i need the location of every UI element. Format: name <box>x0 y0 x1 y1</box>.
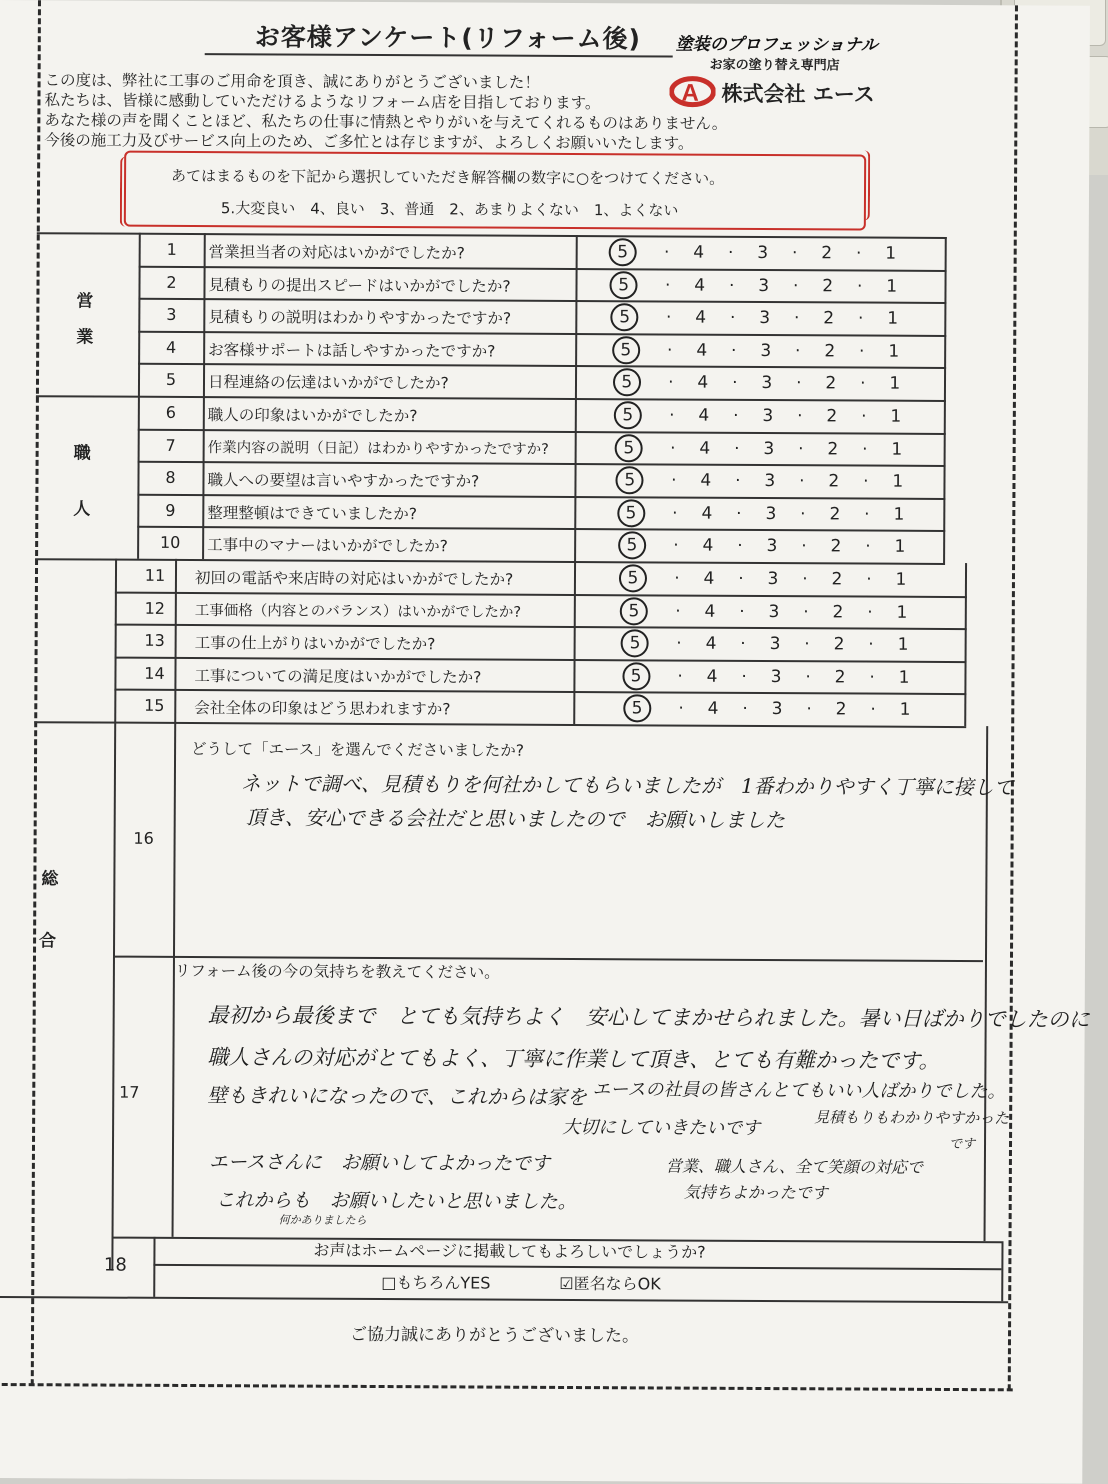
question-text: 作業内容の説明（日記）はわかりやすかったですか? <box>207 439 549 458</box>
rating-value[interactable]: 1 <box>891 439 903 460</box>
table-column-line <box>943 237 947 563</box>
rating-separator: · <box>669 405 675 426</box>
rating-value[interactable]: 4 <box>699 438 711 459</box>
q17-answer-line: です <box>948 1136 976 1153</box>
rating-separator: · <box>675 601 681 622</box>
category-total-1: 総 <box>41 869 59 890</box>
rating-separator: · <box>729 308 736 329</box>
rating-value[interactable]: 2 <box>823 308 835 329</box>
rating-separator: · <box>799 471 805 492</box>
rating-selected-circle[interactable]: 5 <box>619 564 647 592</box>
rating-separator: · <box>863 471 869 492</box>
rating-value[interactable]: 1 <box>889 374 901 395</box>
category-craft-1: 職 <box>73 443 91 464</box>
company-tagline: お家の塗り替え専門店 <box>709 57 840 74</box>
instruction-text: あてはまるものを下記から選択していただき解答欄の数字に○をつけてください。 <box>171 166 725 188</box>
rating-value[interactable]: 4 <box>693 242 705 263</box>
rating-selected-circle[interactable]: 5 <box>610 271 638 299</box>
rating-value[interactable]: 3 <box>768 601 780 622</box>
rating-value[interactable]: 1 <box>890 406 902 427</box>
question-text: 初回の電話や来店時の対応はいかがでしたか? <box>194 569 514 589</box>
rating-value[interactable]: 3 <box>760 340 772 361</box>
rating-value[interactable]: 3 <box>757 242 769 264</box>
question-number: 17 <box>119 1082 140 1102</box>
rating-separator: · <box>663 242 670 263</box>
rating-selected-circle[interactable]: 5 <box>612 336 640 364</box>
q17-answer-line: 最初から最後まで とても気持ちよく 安心してまかせられました。暑い日ばかりでしたのに <box>207 1003 1090 1032</box>
rating-separator: · <box>734 438 740 459</box>
q17-answer-line: エースさんに お願いしてよかったです <box>208 1151 551 1175</box>
rating-separator: · <box>738 568 744 589</box>
rating-separator: · <box>798 438 804 459</box>
rating-value[interactable]: 2 <box>834 667 846 688</box>
rating-value[interactable]: 3 <box>759 308 771 329</box>
rating-selected-circle[interactable]: 5 <box>616 466 644 494</box>
category-sales-1: 営 <box>76 291 94 312</box>
rating-value[interactable]: 4 <box>695 307 707 328</box>
q17-answer-line: 職人さんの対応がとてもよく、丁寧に作業して頂き、とても有難かったです。 <box>207 1045 940 1073</box>
table-column-line <box>172 559 178 1237</box>
q16-question: どうして「エース」を選んでくださいましたか? <box>191 740 525 760</box>
rating-separator: · <box>668 372 674 393</box>
intro-line: あなた様の声を聞くことほど、私たちの仕事に情熱とやりがいを与えてくれるものはありません。 <box>44 111 728 133</box>
rating-separator: · <box>667 340 673 361</box>
rating-selected-circle[interactable]: 5 <box>611 303 639 331</box>
question-text: 見積もりの説明はわかりやすかったですか? <box>208 308 512 328</box>
q17-question: リフォーム後の今の気持ちを教えてください。 <box>174 961 500 982</box>
rating-selected-circle[interactable]: 5 <box>618 532 646 560</box>
question-number: 1 <box>166 239 177 259</box>
q18-option-anonymous[interactable]: ☑匿名ならOK <box>559 1273 661 1294</box>
rating-separator: · <box>736 503 742 524</box>
rating-value[interactable]: 3 <box>765 503 777 524</box>
rating-value[interactable]: 3 <box>767 569 779 590</box>
rating-separator: · <box>804 634 810 655</box>
q17-answer-line: 壁もきれいになったので、これからは家を <box>207 1083 587 1110</box>
category-sales-2: 業 <box>76 327 94 348</box>
rating-selected-circle[interactable]: 5 <box>621 629 649 657</box>
rating-value[interactable]: 4 <box>701 503 713 524</box>
rating-value[interactable]: 3 <box>764 471 776 492</box>
question-number: 7 <box>165 435 176 455</box>
rating-separator: · <box>870 699 876 720</box>
rating-value[interactable]: 1 <box>894 537 906 558</box>
rating-selected-circle[interactable]: 5 <box>609 238 637 266</box>
question-number: 3 <box>166 305 177 325</box>
rating-selected-circle[interactable]: 5 <box>622 662 650 690</box>
rating-value[interactable]: 1 <box>897 634 909 655</box>
question-text: 日程連絡の伝達はいかがでしたか? <box>207 373 449 393</box>
rating-selected-circle[interactable]: 5 <box>615 434 643 462</box>
q17-answer-line: 見積もりもわかりやすかった <box>814 1108 1010 1128</box>
rating-separator: · <box>864 504 870 525</box>
question-number: 5 <box>165 370 177 390</box>
rating-value[interactable]: 1 <box>887 308 899 329</box>
q17-answer-line: 何かありましたら <box>278 1213 367 1227</box>
rating-separator: · <box>664 275 671 296</box>
question-text: 職人の印象はいかがでしたか? <box>207 406 418 426</box>
rating-separator: · <box>865 536 871 557</box>
rating-separator: · <box>867 602 873 623</box>
rating-value[interactable]: 4 <box>694 275 706 296</box>
rating-selected-circle[interactable]: 5 <box>614 401 642 429</box>
intro-line: 今後の施工力及びサービス向上のため、ご多忙とは存じますが、よろしくお願いいたします。 <box>44 131 694 153</box>
question-text: 工事についての満足度はいかがでしたか? <box>194 666 482 687</box>
question-text: お客様サポートは話しやすかったですか? <box>208 340 496 361</box>
rating-separator: · <box>674 568 680 589</box>
cut-line-left <box>31 0 41 1385</box>
question-number: 14 <box>144 663 165 683</box>
rating-separator: · <box>856 276 863 297</box>
rating-value[interactable]: 2 <box>825 373 837 394</box>
rating-separator: · <box>801 536 807 557</box>
rating-value[interactable]: 4 <box>703 568 715 589</box>
rating-value[interactable]: 3 <box>770 666 782 687</box>
rating-value[interactable]: 4 <box>707 699 719 720</box>
rating-selected-circle[interactable]: 5 <box>620 597 648 625</box>
q16-answer-line: ネットで調べ、見積もりを何社かしてもらいましたが 1番わかりやすく丁寧に接して <box>240 771 1014 800</box>
rating-options[interactable] <box>617 499 915 529</box>
rating-separator: · <box>739 601 745 622</box>
rating-value[interactable]: 4 <box>696 340 708 361</box>
rating-separator: · <box>860 373 866 394</box>
rating-value[interactable]: 2 <box>821 243 833 264</box>
rating-value[interactable]: 1 <box>899 700 911 721</box>
table-column-line <box>984 726 989 1241</box>
rating-separator: · <box>665 307 672 328</box>
rating-value[interactable]: 1 <box>892 471 904 492</box>
rating-value[interactable]: 1 <box>898 667 910 688</box>
rating-separator: · <box>857 308 864 329</box>
rating-value[interactable]: 4 <box>698 405 710 426</box>
rating-selected-circle[interactable]: 5 <box>613 369 641 397</box>
rating-options[interactable] <box>623 695 921 725</box>
question-text: 工事価格（内容とのバランス）はいかがでしたか? <box>194 602 522 621</box>
rating-legend: 5.大変良い 4、良い 3、普通 2、あまりよくない 1、よくない <box>220 199 679 220</box>
rating-separator: · <box>866 569 872 590</box>
rating-separator: · <box>805 667 811 688</box>
rating-value[interactable]: 2 <box>831 569 843 590</box>
rating-separator: · <box>678 698 684 719</box>
rating-separator: · <box>868 634 874 655</box>
rating-value[interactable]: 4 <box>700 470 712 491</box>
rating-value[interactable]: 3 <box>769 634 781 655</box>
table-column-line <box>153 1237 155 1297</box>
question-text: 見積もりの提出スピードはいかがでしたか? <box>208 275 511 296</box>
cut-line-right <box>1008 5 1018 1390</box>
table-row-line <box>153 1264 1001 1270</box>
rating-separator: · <box>733 405 739 426</box>
table-column-line <box>1001 1241 1003 1301</box>
rating-value[interactable]: 2 <box>830 536 842 557</box>
company-slogan: 塗装のプロフェッショナル <box>675 34 878 56</box>
rating-separator: · <box>859 341 865 362</box>
question-number: 6 <box>165 402 176 422</box>
question-text: 整理整頓はできていましたか? <box>207 503 418 523</box>
rating-value[interactable]: 1 <box>886 276 898 297</box>
question-number: 13 <box>144 630 165 651</box>
question-text: 会社全体の印象はどう思われますか? <box>194 699 451 719</box>
rating-value[interactable]: 3 <box>762 405 774 427</box>
rating-separator: · <box>802 569 808 590</box>
table-column-line <box>573 235 578 724</box>
question-number: 16 <box>133 828 154 848</box>
rating-separator: · <box>735 471 741 492</box>
question-number: 2 <box>166 272 177 292</box>
rating-separator: · <box>728 275 735 296</box>
q17-answer-line: これからも お願いしたいと思いました。 <box>215 1189 577 1214</box>
question-text: 営業担当者の対応はいかがでしたか? <box>208 243 465 263</box>
rating-value[interactable]: 4 <box>705 633 717 654</box>
survey-table <box>0 0 1090 6</box>
intro-line: この度は、弊社に工事のご用命を頂き、誠にありがとうございました！ <box>44 71 541 92</box>
rating-options[interactable] <box>610 271 908 301</box>
rating-value[interactable]: 2 <box>826 406 838 427</box>
q17-answer-line: 気持ちよかったです <box>683 1182 828 1203</box>
rating-separator: · <box>676 633 682 654</box>
rating-value[interactable]: 1 <box>895 569 907 590</box>
rating-value[interactable]: 1 <box>896 602 908 623</box>
rating-value[interactable]: 3 <box>766 536 778 557</box>
intro-line: 私たちは、皆様に感動していただけるようなリフォーム店を目指しております。 <box>44 91 601 113</box>
question-number: 11 <box>144 565 166 585</box>
rating-value[interactable]: 3 <box>763 438 775 459</box>
rating-options[interactable] <box>615 434 913 464</box>
rating-options[interactable] <box>619 564 917 594</box>
rating-value[interactable]: 2 <box>835 699 847 720</box>
rating-value[interactable]: 2 <box>829 504 841 525</box>
q17-answer-line: エースの社員の皆さんとてもいい人ばかりでした。 <box>592 1079 1006 1103</box>
q18-question: お声はホームページに掲載してもよろしいでしょうか? <box>313 1240 706 1262</box>
rating-value[interactable]: 2 <box>827 438 839 459</box>
rating-separator: · <box>855 243 862 264</box>
rating-separator: · <box>869 667 875 688</box>
rating-options[interactable] <box>614 401 912 431</box>
rating-separator: · <box>672 503 678 524</box>
category-total-2: 合 <box>39 931 57 952</box>
thanks-message: ご協力誠にありがとうございました。 <box>349 1324 640 1347</box>
rating-value[interactable]: 2 <box>832 601 844 623</box>
rating-separator: · <box>803 601 809 622</box>
question-text: 工事の仕上がりはいかがでしたか? <box>194 634 436 654</box>
rating-options[interactable] <box>618 532 916 562</box>
svg-text:A: A <box>681 79 699 107</box>
rating-value[interactable]: 3 <box>758 275 770 296</box>
rating-value[interactable]: 3 <box>771 699 783 720</box>
rating-value[interactable]: 2 <box>822 275 834 296</box>
rating-separator: · <box>673 535 679 556</box>
rating-options[interactable] <box>609 238 907 268</box>
table-row-line <box>37 232 947 239</box>
question-text: 工事中のマナーはいかがでしたか? <box>207 536 448 556</box>
rating-value[interactable]: 4 <box>704 601 716 622</box>
banner-scroll-right <box>858 150 870 220</box>
rating-separator: · <box>861 406 867 427</box>
q17-answer-line: 大切にしていきたいです <box>562 1116 761 1139</box>
rating-selected-circle[interactable]: 5 <box>617 499 645 527</box>
instruction-banner <box>124 151 866 231</box>
rating-options[interactable] <box>613 369 911 399</box>
rating-separator: · <box>737 536 743 557</box>
rating-separator: · <box>741 666 747 687</box>
rating-value[interactable]: 2 <box>833 634 845 655</box>
rating-separator: · <box>793 308 800 329</box>
q17-answer-line: 営業、職人さん、全て笑顔の対応で <box>665 1156 923 1177</box>
rating-separator: · <box>727 242 734 263</box>
rating-value[interactable]: 2 <box>824 341 836 362</box>
rating-separator: · <box>800 503 806 525</box>
rating-separator: · <box>742 699 748 720</box>
rating-options[interactable] <box>616 466 914 496</box>
rating-separator: · <box>740 634 746 655</box>
q18-option-yes[interactable]: □もちろんYES <box>381 1273 491 1293</box>
question-number: 10 <box>159 533 181 553</box>
intro-text <box>44 70 864 154</box>
rating-options[interactable] <box>621 629 919 659</box>
question-number: 18 <box>103 1254 127 1276</box>
rating-options[interactable] <box>622 662 920 692</box>
question-number: 12 <box>144 598 166 618</box>
rating-separator: · <box>796 373 802 394</box>
rating-value[interactable]: 4 <box>706 666 718 687</box>
table-column-line <box>964 563 967 726</box>
question-number: 15 <box>144 696 165 716</box>
banner-scroll-left <box>120 157 132 227</box>
rating-separator: · <box>732 373 738 394</box>
rating-value[interactable]: 3 <box>761 373 773 394</box>
question-number: 4 <box>166 337 177 357</box>
rating-value[interactable]: 1 <box>885 243 897 264</box>
table-row-line <box>0 1296 1008 1303</box>
category-craft-2: 人 <box>73 499 91 520</box>
question-text: 職人への要望は言いやすかったですか? <box>207 471 480 491</box>
q16-answer-line: 頂き、安心できる会社だと思いましたので お願いしました <box>245 805 785 833</box>
question-number: 9 <box>165 500 176 520</box>
rating-selected-circle[interactable]: 5 <box>623 695 651 723</box>
rating-separator: · <box>806 699 812 720</box>
rating-separator: · <box>795 340 801 361</box>
rating-value[interactable]: 1 <box>893 504 905 525</box>
rating-options[interactable] <box>611 303 909 333</box>
rating-options[interactable] <box>612 336 910 366</box>
rating-separator: · <box>670 438 676 459</box>
table-column-line <box>111 559 117 1271</box>
rating-separator: · <box>677 666 683 687</box>
survey-title: お客様アンケート(リフォーム後) <box>254 22 641 54</box>
rating-value[interactable]: 4 <box>702 536 714 557</box>
rating-options[interactable] <box>620 597 918 627</box>
rating-separator: · <box>671 470 677 491</box>
cut-line-bottom <box>0 1383 1013 1391</box>
rating-separator: · <box>797 406 803 427</box>
question-number: 8 <box>165 468 176 488</box>
rating-value[interactable]: 1 <box>888 341 900 362</box>
rating-separator: · <box>731 340 737 361</box>
rating-separator: · <box>862 439 868 460</box>
rating-value[interactable]: 4 <box>697 373 709 394</box>
rating-separator: · <box>791 243 798 264</box>
company-name: 株式会社 エース <box>721 81 875 107</box>
rating-separator: · <box>792 275 799 296</box>
rating-value[interactable]: 2 <box>828 471 840 492</box>
